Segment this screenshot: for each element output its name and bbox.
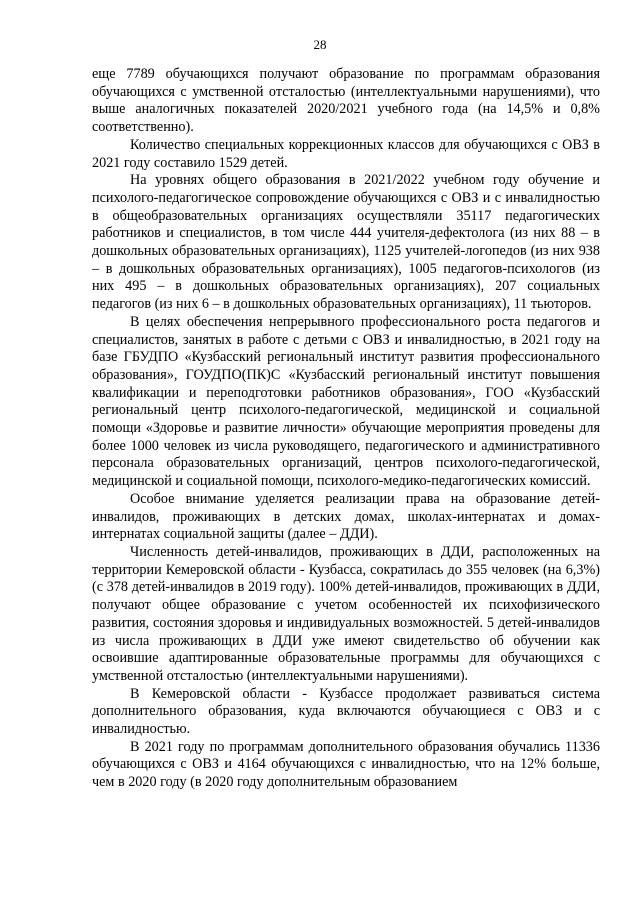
paragraph-right-to-education: Особое внимание уделяется реализации права на образование детей-инвалидов, проживающих в детских домах, школах-интернатах и домах-интернатах социальной защиты (далее – ДДИ).	[92, 490, 600, 543]
paragraph-additional-education-system: В Кемеровской области - Кузбассе продолжает развиваться система дополнительного образования, куда включаются обучающиеся с ОВЗ и с инвалидностью.	[92, 685, 600, 738]
document-body	[92, 66, 600, 792]
paragraph-teaching-staff: На уровнях общего образования в 2021/2022 учебном году обучение и психолого-педагогическое сопровождение обучающихся с ОВЗ и с инвалидностью в общеобразовательных организациях осуществляли 35117 педагогических работников и специалистов, в том числе 444 учителя-дефектолога (из них 88 – в дошкольных образовательных организациях), 1125 учителей-логопедов (из них 938 – в дошкольных образовательных организациях), 1005 педагогов-психологов (из них 495 – в дошкольных образовательных организациях), 207 социальных педагогов (из них 6 – в дошкольных образовательных организациях), 11 тьюторов.	[92, 172, 600, 313]
page-number: 28	[313, 37, 327, 52]
paragraph-professional-growth: В целях обеспечения непрерывного профессионального роста педагогов и специалистов, занятых в работе с детьми с ОВЗ и инвалидностью, в 2021 году на базе ГБУДПО «Кузбасский региональный институт развития профессионального образования», ГОУДПО(ПК)С «Кузбасский региональный институт повышения квалификации и переподготовки работников образования», ГОО «Кузбасский региональный центр психолого-педагогической, медицинской и социальной помощи «Здоровье и развитие личности» обучающие мероприятия проведены для более 1000 человек из числа руководящего, педагогического и административного персонала образовательных организаций, центров психолого-педагогической, медицинской и социальной помощи, психолого-медико-педагогических комиссий.	[92, 313, 600, 490]
paragraph-special-classes: Количество специальных коррекционных классов для обучающихся с ОВЗ в 2021 году составило 1529 детей.	[92, 136, 600, 171]
paragraph-ddi-children: Численность детей-инвалидов, проживающих в ДДИ, расположенных на территории Кемеровской области - Кузбасса, сократилась до 355 человек (на 6,3%) (с 378 детей-инвалидов в 2019 году). 100% детей-инвалидов, проживающих в ДДИ, получают общее образование с учетом особенностей их психофизического развития, состояния здоровья и индивидуальных возможностей. 5 детей-инвалидов из числа проживающих в ДДИ уже имеют свидетельство об обучении как освоившие адаптированные образовательные программы для обучающихся с умственной отсталостью (интеллектуальными нарушениями).	[92, 543, 600, 684]
paragraph-additional-education-2021: В 2021 году по программам дополнительного образования обучались 11336 обучающихся с ОВЗ и 4164 обучающихся с инвалидностью, что на 12% больше, чем в 2020 году (в 2020 году дополнительным образованием	[92, 738, 600, 791]
paragraph-continuation: еще 7789 обучающихся получают образование по программам образования обучающихся с умственной отсталостью (интеллектуальными нарушениями), что выше аналогичных показателей 2020/2021 учебного года (на 14,5% и 0,8% соответственно).	[92, 66, 600, 136]
